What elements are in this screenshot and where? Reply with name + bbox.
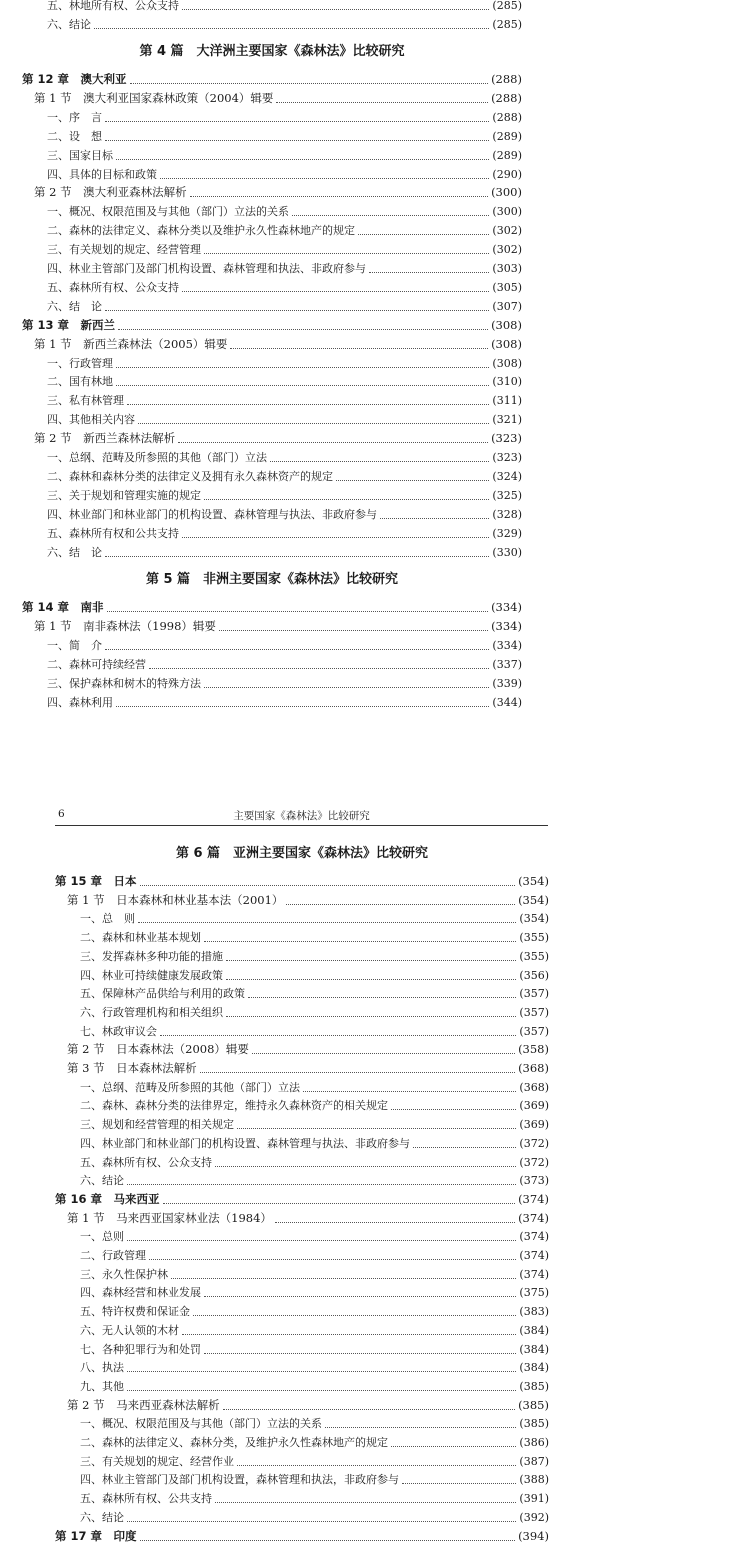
toc-entry-item xyxy=(80,1115,549,1134)
toc-entry-title: 九、其他 xyxy=(80,1379,124,1393)
toc-entry-page: (339) xyxy=(492,676,522,690)
toc-entry-item xyxy=(47,655,522,674)
toc-entry-title: 三、保护森林和树木的特殊方法 xyxy=(47,676,201,690)
toc-entry-title: 六、结 论 xyxy=(47,299,102,313)
toc-entry-title: 五、森林所有权、公众支持 xyxy=(80,1155,212,1169)
dot-leader xyxy=(182,537,489,538)
dot-leader xyxy=(226,979,516,980)
part-title: 第 6 篇 亚洲主要国家《森林法》比较研究 xyxy=(175,846,429,861)
toc-entry-item xyxy=(47,391,522,410)
toc-entry-item xyxy=(47,127,522,146)
toc-entry-page: (368) xyxy=(518,1061,549,1075)
dot-leader xyxy=(204,1353,516,1354)
toc-entry-title: 二、森林的法律定义、森林分类以及维护永久性森林地产的规定 xyxy=(47,224,355,238)
dot-leader xyxy=(193,1315,516,1316)
toc-entry-item xyxy=(47,543,522,562)
dot-leader xyxy=(204,1296,516,1297)
toc-entry-page: (305) xyxy=(492,280,522,294)
toc-entry-chapter xyxy=(22,598,522,617)
toc-entry-item xyxy=(47,297,522,316)
toc-entry-item xyxy=(80,966,549,985)
toc-entry-page: (334) xyxy=(491,600,522,614)
toc-entry-section xyxy=(34,335,522,354)
toc-entry-title: 第 1 节 新西兰森林法（2005）辑要 xyxy=(34,336,228,351)
toc-entry-page: (311) xyxy=(492,394,522,408)
toc-entry-title: 四、林业主管部门及部门机构设置，森林管理和执法，非政府参与 xyxy=(80,1473,399,1487)
toc-entry-title: 五、林地所有权、公众支持 xyxy=(47,0,179,12)
toc-entry-title: 六、无人认领的木材 xyxy=(80,1323,179,1337)
toc-entry-page: (384) xyxy=(519,1342,549,1356)
toc-entry-page: (303) xyxy=(492,262,522,275)
toc-entry-title: 六、结论 xyxy=(80,1174,124,1188)
toc-entry-page: (372) xyxy=(519,1155,549,1169)
toc-entry-page: (385) xyxy=(519,1417,549,1431)
toc-entry-title: 第 13 章 新西兰 xyxy=(22,317,116,332)
dot-leader xyxy=(127,1184,516,1185)
toc-entry-page: (386) xyxy=(519,1436,549,1449)
toc-entry-page: (334) xyxy=(492,638,522,652)
toc-entry-page: (288) xyxy=(491,72,522,86)
toc-entry-title: 三、永久性保护林 xyxy=(80,1267,168,1281)
toc-entry-page: (369) xyxy=(519,1099,549,1113)
toc-entry-page: (374) xyxy=(519,1267,549,1281)
toc-entry-page: (384) xyxy=(519,1323,549,1337)
page-number: 6 xyxy=(58,808,65,820)
toc-entry-item xyxy=(80,1452,549,1471)
toc-entry-section xyxy=(67,1040,549,1059)
toc-entry-title: 第 14 章 南非 xyxy=(22,600,104,614)
toc-entry-title: 二、森林的法律定义、森林分类，及维护永久性森林地产的规定 xyxy=(80,1436,388,1449)
dot-leader xyxy=(286,904,515,905)
toc-entry-page: (391) xyxy=(519,1492,549,1506)
toc-entry-section xyxy=(34,89,522,108)
toc-entry-item xyxy=(47,15,522,34)
toc-entry-chapter xyxy=(55,1527,549,1546)
toc-entry-page: (302) xyxy=(492,224,522,238)
toc-entry-page: (372) xyxy=(519,1136,549,1150)
toc-entry-page: (354) xyxy=(518,892,549,907)
toc-entry-title: 第 17 章 印度 xyxy=(55,1528,137,1543)
toc-entry-page: (308) xyxy=(491,317,522,332)
toc-entry-page: (375) xyxy=(519,1286,549,1300)
toc-entry-title: 一、总 则 xyxy=(80,912,135,926)
toc-entry-title: 一、概况、权限范围及与其他（部门）立法的关系 xyxy=(80,1417,322,1431)
toc-entry-item xyxy=(47,165,522,184)
toc-entry-page: (357) xyxy=(519,987,549,1001)
toc-entry-title: 三、国家目标 xyxy=(47,148,113,162)
dot-leader xyxy=(116,159,489,160)
toc-entry-page: (289) xyxy=(492,129,522,143)
toc-entry-title: 第 2 节 日本森林法（2008）辑要 xyxy=(67,1042,249,1057)
toc-entry-title: 第 2 节 新西兰森林法解析 xyxy=(34,431,176,446)
toc-entry-item xyxy=(80,947,549,966)
toc-entry-item xyxy=(47,693,522,712)
toc-entry-item xyxy=(80,984,549,1003)
dot-leader xyxy=(160,178,489,179)
toc-entry-item xyxy=(47,372,522,391)
toc-entry-page: (385) xyxy=(519,1379,549,1393)
dot-leader xyxy=(182,291,489,292)
dot-leader xyxy=(127,1390,516,1391)
toc-entry-item xyxy=(80,1246,549,1265)
dot-leader xyxy=(127,1521,516,1522)
toc-entry-page: (337) xyxy=(492,657,522,671)
toc-entry-title: 第 3 节 日本森林法解析 xyxy=(67,1061,197,1075)
toc-entry-title: 二、国有林地 xyxy=(47,375,113,389)
toc-entry-page: (288) xyxy=(491,90,522,105)
dot-leader xyxy=(138,922,516,923)
toc-entry-item xyxy=(47,221,522,240)
toc-entry-page: (325) xyxy=(492,488,522,502)
toc-entry-title: 四、具体的目标和政策 xyxy=(47,167,157,181)
toc-entry-page: (374) xyxy=(518,1191,549,1206)
toc-entry-title: 第 2 节 澳大利亚森林法解析 xyxy=(34,185,187,200)
dot-leader xyxy=(190,196,488,197)
toc-entry-title: 五、森林所有权和公共支持 xyxy=(47,526,179,540)
toc-entry-page: (368) xyxy=(519,1080,549,1094)
toc-entry-title: 五、保障林产品供给与利用的政策 xyxy=(80,987,245,1001)
toc-entry-page: (374) xyxy=(518,1210,549,1225)
toc-entry-item xyxy=(47,674,522,693)
toc-entry-title: 第 12 章 澳大利亚 xyxy=(22,72,127,86)
dot-leader xyxy=(226,1016,516,1017)
dot-leader xyxy=(413,1147,516,1148)
dot-leader xyxy=(215,1502,516,1503)
toc-entry-page: (385) xyxy=(518,1397,549,1412)
toc-entry-title: 四、林业部门和林业部门的机构设置、森林管理与执法、非政府参与 xyxy=(80,1136,410,1150)
dot-leader xyxy=(223,1409,515,1410)
dot-leader xyxy=(380,518,489,519)
dot-leader xyxy=(358,234,489,235)
toc-entry-page: (392) xyxy=(519,1510,549,1524)
toc-entry-title: 一、概况、权限范围及与其他（部门）立法的关系 xyxy=(47,205,289,219)
dot-leader xyxy=(105,556,489,557)
toc-entry-page: (285) xyxy=(492,0,522,12)
dot-leader xyxy=(178,442,488,443)
toc-entry-title: 第 1 节 澳大利亚国家森林政策（2004）辑要 xyxy=(34,90,274,105)
toc-entry-item xyxy=(80,1096,549,1115)
dot-leader xyxy=(204,499,489,500)
toc-entry-title: 一、行政管理 xyxy=(47,356,113,370)
toc-entry-item xyxy=(80,1340,549,1359)
toc-entry-title: 四、森林经营和林业发展 xyxy=(80,1286,201,1300)
dot-leader xyxy=(107,611,489,612)
toc-entry-title: 五、特许权费和保证金 xyxy=(80,1305,190,1319)
dot-leader xyxy=(391,1446,516,1447)
toc-entry-page: (308) xyxy=(491,336,522,351)
toc-entry-section xyxy=(34,617,522,636)
part-title: 第 4 篇 大洋洲主要国家《森林法》比较研究 xyxy=(139,44,405,59)
toc-entry-title: 一、总纲、范畴及所参照的其他（部门）立法 xyxy=(80,1080,300,1094)
dot-leader xyxy=(303,1091,516,1092)
toc-entry-page: (308) xyxy=(492,356,522,370)
toc-entry-page: (290) xyxy=(492,167,522,181)
toc-entry-page: (355) xyxy=(519,949,549,963)
dot-leader xyxy=(105,649,489,650)
dot-leader xyxy=(140,885,516,886)
toc-entry-title: 二、森林和林业基本规划 xyxy=(80,931,201,945)
toc-entry-page: (383) xyxy=(519,1305,549,1319)
toc-entry-page: (354) xyxy=(519,912,549,926)
toc-entry-title: 二、设 想 xyxy=(47,129,102,143)
toc-entry-title: 三、发挥森林多种功能的措施 xyxy=(80,949,223,963)
toc-entry-section xyxy=(67,891,549,910)
toc-entry-page: (285) xyxy=(492,17,522,31)
toc-entry-page: (384) xyxy=(519,1361,549,1375)
dot-leader xyxy=(171,1278,516,1279)
toc-entry-chapter xyxy=(22,70,522,89)
toc-entry-title: 四、林业部门和林业部门的机构设置、森林管理与执法、非政府参与 xyxy=(47,507,377,521)
toc-entry-item xyxy=(80,1508,549,1527)
toc-entry-title: 四、其他相关内容 xyxy=(47,413,135,427)
dot-leader xyxy=(275,1222,515,1223)
dot-leader xyxy=(215,1166,516,1167)
toc-entry-page: (373) xyxy=(519,1174,549,1188)
toc-entry-page: (289) xyxy=(492,148,522,162)
toc-entry-title: 五、森林所有权、公众支持 xyxy=(47,280,179,294)
toc-entry-chapter xyxy=(55,872,549,891)
toc-entry-title: 二、森林和森林分类的法律定义及拥有永久森林资产的规定 xyxy=(47,469,333,483)
toc-entry-item xyxy=(80,1414,549,1433)
toc-entry-title: 八、执法 xyxy=(80,1361,124,1375)
toc-entry-page: (357) xyxy=(519,1005,549,1019)
toc-entry-title: 六、结论 xyxy=(80,1510,124,1524)
dot-leader xyxy=(116,706,489,707)
toc-entry-item xyxy=(47,202,522,221)
toc-entry-title: 五、森林所有权、公共支持 xyxy=(80,1492,212,1506)
dot-leader xyxy=(127,404,489,405)
dot-leader xyxy=(149,1259,516,1260)
toc-entry-title: 一、简 介 xyxy=(47,638,102,652)
dot-leader xyxy=(138,423,489,424)
toc-entry-item xyxy=(47,448,522,467)
dot-leader xyxy=(160,1035,516,1036)
toc-entry-page: (300) xyxy=(491,185,522,200)
dot-leader xyxy=(292,215,489,216)
toc-entry-page: (321) xyxy=(492,413,522,427)
toc-entry-title: 三、有关规划的规定、经营作业 xyxy=(80,1454,234,1468)
toc-entry-section xyxy=(67,1209,549,1228)
toc-entry-page: (374) xyxy=(519,1249,549,1262)
dot-leader xyxy=(182,9,489,10)
toc-entry-item xyxy=(80,1227,549,1246)
toc-entry-page: (355) xyxy=(519,931,549,945)
toc-entry-chapter xyxy=(22,316,522,335)
toc-entry-page: (344) xyxy=(492,695,522,709)
toc-entry-title: 三、规划和经营管理的相关规定 xyxy=(80,1118,234,1132)
toc-entry-page: (369) xyxy=(519,1118,549,1132)
toc-entry-item xyxy=(80,1171,549,1190)
dot-leader xyxy=(248,997,516,998)
toc-entry-item xyxy=(80,1022,549,1041)
toc-entry-title: 一、总纲、范畴及所参照的其他（部门）立法 xyxy=(47,451,267,464)
toc-entry-item xyxy=(80,1078,549,1097)
toc-entry-title: 三、私有林管理 xyxy=(47,394,124,408)
toc-entry-title: 三、关于规划和管理实施的规定 xyxy=(47,488,201,502)
toc-entry-page: (307) xyxy=(492,299,522,313)
toc-entry-page: (324) xyxy=(492,469,522,483)
toc-entry-title: 第 1 节 南非森林法（1998）辑要 xyxy=(34,618,216,633)
toc-entry-chapter xyxy=(55,1190,549,1209)
dot-leader xyxy=(94,28,489,29)
toc-entry-title: 六、结 论 xyxy=(47,545,102,559)
toc-entry-section xyxy=(67,1059,549,1078)
toc-entry-section xyxy=(67,1396,549,1415)
toc-entry-item xyxy=(47,240,522,259)
toc-entry-page: (328) xyxy=(492,507,522,521)
toc-entry-page: (310) xyxy=(492,375,522,389)
toc-entry-page: (356) xyxy=(519,968,549,982)
toc-entry-title: 六、结论 xyxy=(47,17,91,31)
toc-entry-title: 二、森林可持续经营 xyxy=(47,657,146,671)
dot-leader xyxy=(237,1465,516,1466)
dot-leader xyxy=(204,253,489,254)
dot-leader xyxy=(391,1109,516,1110)
toc-entry-item xyxy=(80,1321,549,1340)
dot-leader xyxy=(105,310,489,311)
toc-entry-item xyxy=(47,467,522,486)
dot-leader xyxy=(118,329,488,330)
toc-entry-section xyxy=(34,429,522,448)
toc-entry-item xyxy=(47,259,522,278)
toc-entry-item xyxy=(80,1265,549,1284)
toc-entry-item xyxy=(80,1470,549,1489)
toc-entry-page: (387) xyxy=(519,1454,549,1468)
toc-entry-title: 第 2 节 马来西亚森林法解析 xyxy=(67,1397,220,1412)
dot-leader xyxy=(163,1203,516,1204)
toc-entry-title: 第 1 节 马来西亚国家林业法（1984） xyxy=(67,1210,272,1225)
toc-entry-item xyxy=(47,108,522,127)
dot-leader xyxy=(149,668,489,669)
toc-entry-item xyxy=(80,1283,549,1302)
dot-leader xyxy=(230,348,488,349)
toc-entry-title: 四、林业主管部门及部门机构设置、森林管理和执法、非政府参与 xyxy=(47,262,366,275)
dot-leader xyxy=(127,1371,516,1372)
toc-entry-title: 第 16 章 马来西亚 xyxy=(55,1191,160,1206)
toc-entry-page: (358) xyxy=(518,1042,549,1057)
toc-entry-item xyxy=(80,1358,549,1377)
toc-entry-page: (302) xyxy=(492,243,522,257)
dot-leader xyxy=(105,140,489,141)
toc-entry-item xyxy=(80,928,549,947)
toc-entry-title: 第 15 章 日本 xyxy=(55,874,137,888)
toc-entry-item xyxy=(80,909,549,928)
dot-leader xyxy=(182,1334,516,1335)
toc-entry-page: (334) xyxy=(491,618,522,633)
running-header xyxy=(55,805,548,826)
toc-entry-item xyxy=(80,1003,549,1022)
toc-entry-title: 二、森林、森林分类的法律界定，维持永久森林资产的相关规定 xyxy=(80,1099,388,1113)
toc-entry-title: 第 1 节 日本森林和林业基本法（2001） xyxy=(67,892,284,907)
dot-leader xyxy=(105,121,489,122)
toc-entry-item xyxy=(80,1489,549,1508)
toc-entry-item xyxy=(80,1433,549,1452)
toc-entry-title: 七、林政审议会 xyxy=(80,1024,157,1038)
toc-entry-section xyxy=(34,183,522,202)
dot-leader xyxy=(219,630,488,631)
toc-entry-page: (388) xyxy=(519,1473,549,1487)
dot-leader xyxy=(116,385,489,386)
toc-entry-item xyxy=(80,1153,549,1172)
toc-entry-item xyxy=(47,354,522,373)
toc-entry-page: (374) xyxy=(519,1230,549,1244)
toc-entry-page: (354) xyxy=(518,874,549,888)
toc-entry-title: 四、森林利用 xyxy=(47,695,113,709)
toc-entry-title: 二、行政管理 xyxy=(80,1249,146,1262)
dot-leader xyxy=(336,480,489,481)
toc-entry-item xyxy=(80,1134,549,1153)
dot-leader xyxy=(226,960,516,961)
dot-leader xyxy=(402,1483,516,1484)
toc-entry-page: (357) xyxy=(519,1024,549,1038)
dot-leader xyxy=(252,1053,515,1054)
toc-entry-item xyxy=(47,0,522,15)
part-title: 第 5 篇 非洲主要国家《森林法》比较研究 xyxy=(145,572,399,587)
toc-entry-item xyxy=(80,1302,549,1321)
dot-leader xyxy=(369,272,489,273)
toc-entry-item xyxy=(47,146,522,165)
toc-entry-page: (300) xyxy=(492,205,522,219)
toc-entry-item xyxy=(47,278,522,297)
toc-entry-page: (323) xyxy=(491,431,522,446)
toc-entry-page: (288) xyxy=(492,110,522,124)
toc-entry-page: (330) xyxy=(492,545,522,559)
dot-leader xyxy=(270,461,489,462)
toc-entry-page: (394) xyxy=(518,1528,549,1543)
toc-entry-item xyxy=(47,636,522,655)
toc-entry-page: (323) xyxy=(492,451,522,464)
toc-entry-page: (329) xyxy=(492,526,522,540)
toc-entry-title: 三、有关规划的规定、经营管理 xyxy=(47,243,201,257)
dot-leader xyxy=(140,1540,516,1541)
dot-leader xyxy=(204,687,489,688)
dot-leader xyxy=(276,102,488,103)
dot-leader xyxy=(325,1427,516,1428)
toc-entry-item xyxy=(47,410,522,429)
toc-entry-item xyxy=(80,1377,549,1396)
dot-leader xyxy=(200,1072,515,1073)
toc-entry-item xyxy=(47,486,522,505)
dot-leader xyxy=(130,83,489,84)
toc-entry-item xyxy=(47,505,522,524)
toc-entry-title: 四、林业可持续健康发展政策 xyxy=(80,968,223,982)
dot-leader xyxy=(237,1128,516,1129)
toc-entry-title: 七、各种犯罪行为和处罚 xyxy=(80,1342,201,1356)
dot-leader xyxy=(204,941,516,942)
dot-leader xyxy=(127,1240,516,1241)
toc-entry-item xyxy=(47,524,522,543)
toc-entry-title: 一、总则 xyxy=(80,1230,124,1244)
toc-entry-title: 六、行政管理机构和相关组织 xyxy=(80,1005,223,1019)
dot-leader xyxy=(116,367,489,368)
toc-entry-title: 一、序 言 xyxy=(47,110,102,124)
running-title: 主要国家《森林法》比较研究 xyxy=(233,810,370,822)
